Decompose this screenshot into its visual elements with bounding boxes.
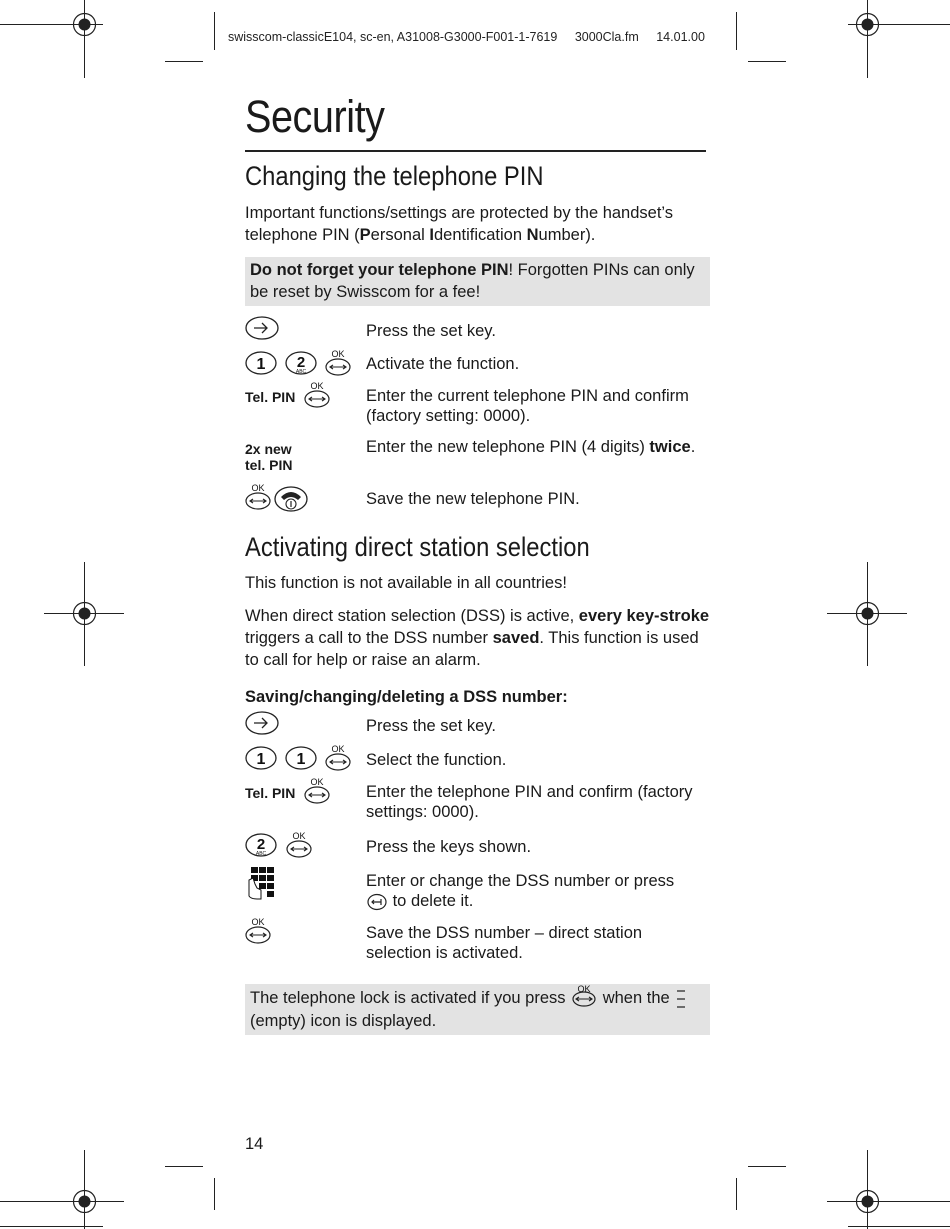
dss-availability: This function is not available in all countries!	[245, 574, 567, 592]
ok-end-call-keys	[245, 482, 315, 519]
key-two-label: 2	[256, 836, 266, 853]
registration-mark-top-left	[70, 10, 99, 39]
page-title: Security	[245, 91, 385, 142]
step-text-part: .	[690, 438, 696, 456]
registration-mark-mid-left	[70, 599, 99, 628]
key-one-label: 1	[296, 751, 306, 768]
key-sequence-1-2-ok	[245, 348, 355, 381]
step-text: Save the new telephone PIN.	[366, 490, 580, 508]
dss-description	[245, 605, 710, 671]
desc-bold: saved	[492, 629, 540, 647]
step-text-part: Enter the new telephone PIN (4 digits)	[366, 438, 650, 456]
dss-subheading: Saving/changing/deleting a DSS number:	[245, 688, 568, 706]
ok-label: OK	[577, 983, 591, 994]
tel-pin-label: Tel. PIN	[245, 785, 296, 801]
print-header	[228, 30, 719, 44]
note-text: (empty) icon is displayed.	[250, 1011, 437, 1030]
section-heading-dss: Activating direct station selection	[245, 532, 590, 562]
key-one-label: 1	[256, 751, 266, 768]
header-doc-id: swisscom-classicE104, sc-en, A31008-G3000-F001-1-7619	[228, 30, 558, 44]
ok-key	[245, 916, 275, 951]
pin-warning-note	[245, 257, 710, 306]
key-sequence-1-1-ok	[245, 743, 355, 776]
set-key-icon	[245, 316, 279, 345]
new-pin-label-line2: tel. PIN	[245, 457, 293, 473]
registration-mark-mid-right	[853, 599, 882, 628]
keypad-icon	[245, 866, 277, 905]
step-text: Activate the function.	[366, 355, 520, 373]
ok-label: OK	[310, 381, 324, 391]
step-text: Press the keys shown.	[366, 838, 532, 856]
desc-bold: every key-stroke	[578, 607, 710, 625]
intro-text: Important functions/settings are protected by the handset’s telephone PIN (	[245, 204, 674, 244]
ok-key-icon	[570, 983, 598, 1007]
header-date: 14.01.00	[656, 30, 705, 44]
lock-note	[245, 984, 710, 1035]
intro-text: umber).	[538, 226, 596, 244]
crop-line-bottom-right-edge	[848, 1226, 950, 1227]
new-pin-label	[245, 441, 292, 473]
crop-mark-bl-h	[165, 1166, 203, 1167]
ok-label: OK	[251, 483, 265, 493]
registration-mark-top-right	[853, 10, 882, 39]
registration-mark-bottom-right	[853, 1187, 882, 1216]
step-text: Enter the telephone PIN and confirm (factory settings: 0000).	[366, 783, 693, 821]
desc-text: triggers a call to the DSS number	[245, 629, 493, 647]
desc-text: When direct station selection (DSS) is active,	[245, 607, 579, 625]
crop-mark-tr-v	[736, 12, 737, 50]
intro-text: ersonal	[370, 226, 430, 244]
crop-mark-tr-h	[748, 61, 786, 62]
ok-label: OK	[331, 349, 345, 359]
key-two-label: 2	[296, 354, 306, 371]
intro-letter-p: P	[359, 226, 371, 244]
ok-label: OK	[292, 831, 306, 841]
intro-letter-i: I	[429, 226, 434, 244]
registration-mark-bottom-left	[70, 1187, 99, 1216]
step-text-bold: twice	[649, 438, 691, 456]
set-key-icon	[245, 711, 279, 740]
key-two-abc: ABC	[255, 851, 267, 857]
crop-mark-tl-h	[165, 61, 203, 62]
ok-label: OK	[331, 744, 345, 754]
step-text: Press the set key.	[366, 322, 496, 340]
tel-pin-label: Tel. PIN	[245, 389, 296, 405]
step-text: Select the function.	[366, 751, 507, 769]
intro-text: dentification	[433, 226, 527, 244]
step-text-part: Enter or change the DSS number or press	[366, 872, 675, 890]
crop-mark-br-h	[748, 1166, 786, 1167]
key-two-abc: ABC	[295, 369, 307, 375]
crop-line-bottom-left-edge	[0, 1226, 103, 1227]
ok-label: OK	[251, 917, 265, 927]
page-number: 14	[245, 1135, 264, 1153]
key-sequence-2-ok	[245, 830, 315, 863]
warning-text: ! Forgotten PINs can only be reset by Swisscom for a fee!	[250, 261, 695, 301]
step-text: Enter the current telephone PIN and confirm (factory setting: 0000).	[366, 387, 689, 425]
ok-label: OK	[310, 777, 324, 787]
crop-mark-bl-v	[214, 1178, 215, 1210]
step-text: Press the set key.	[366, 717, 496, 735]
step-text-part: to delete it.	[392, 892, 474, 910]
delete-key-icon	[366, 893, 388, 911]
new-pin-label-line1: 2x new	[245, 441, 292, 457]
section1-intro	[245, 202, 710, 246]
intro-letter-n: N	[526, 226, 539, 244]
note-text: The telephone lock is activated if you press	[250, 989, 566, 1007]
note-text: when the	[602, 989, 670, 1007]
warning-bold: Do not forget your telephone PIN	[250, 261, 509, 279]
section-heading-pin: Changing the telephone PIN	[245, 161, 544, 191]
crop-line-bottom-left-h	[0, 1201, 124, 1202]
key-one-label: 1	[256, 356, 266, 373]
step-text	[366, 871, 711, 911]
step-text: Save the DSS number – direct station selection is activated.	[366, 924, 643, 962]
title-rule	[245, 150, 706, 152]
crop-mark-br-v	[736, 1178, 737, 1210]
step-text	[366, 437, 711, 457]
crop-line-bottom-right-h	[827, 1201, 950, 1202]
desc-text: . This function is used to call for help or raise an alarm.	[245, 629, 699, 669]
empty-battery-icon	[674, 988, 688, 1010]
header-file: 3000Cla.fm	[574, 30, 639, 44]
crop-mark-tl-v	[214, 12, 215, 50]
